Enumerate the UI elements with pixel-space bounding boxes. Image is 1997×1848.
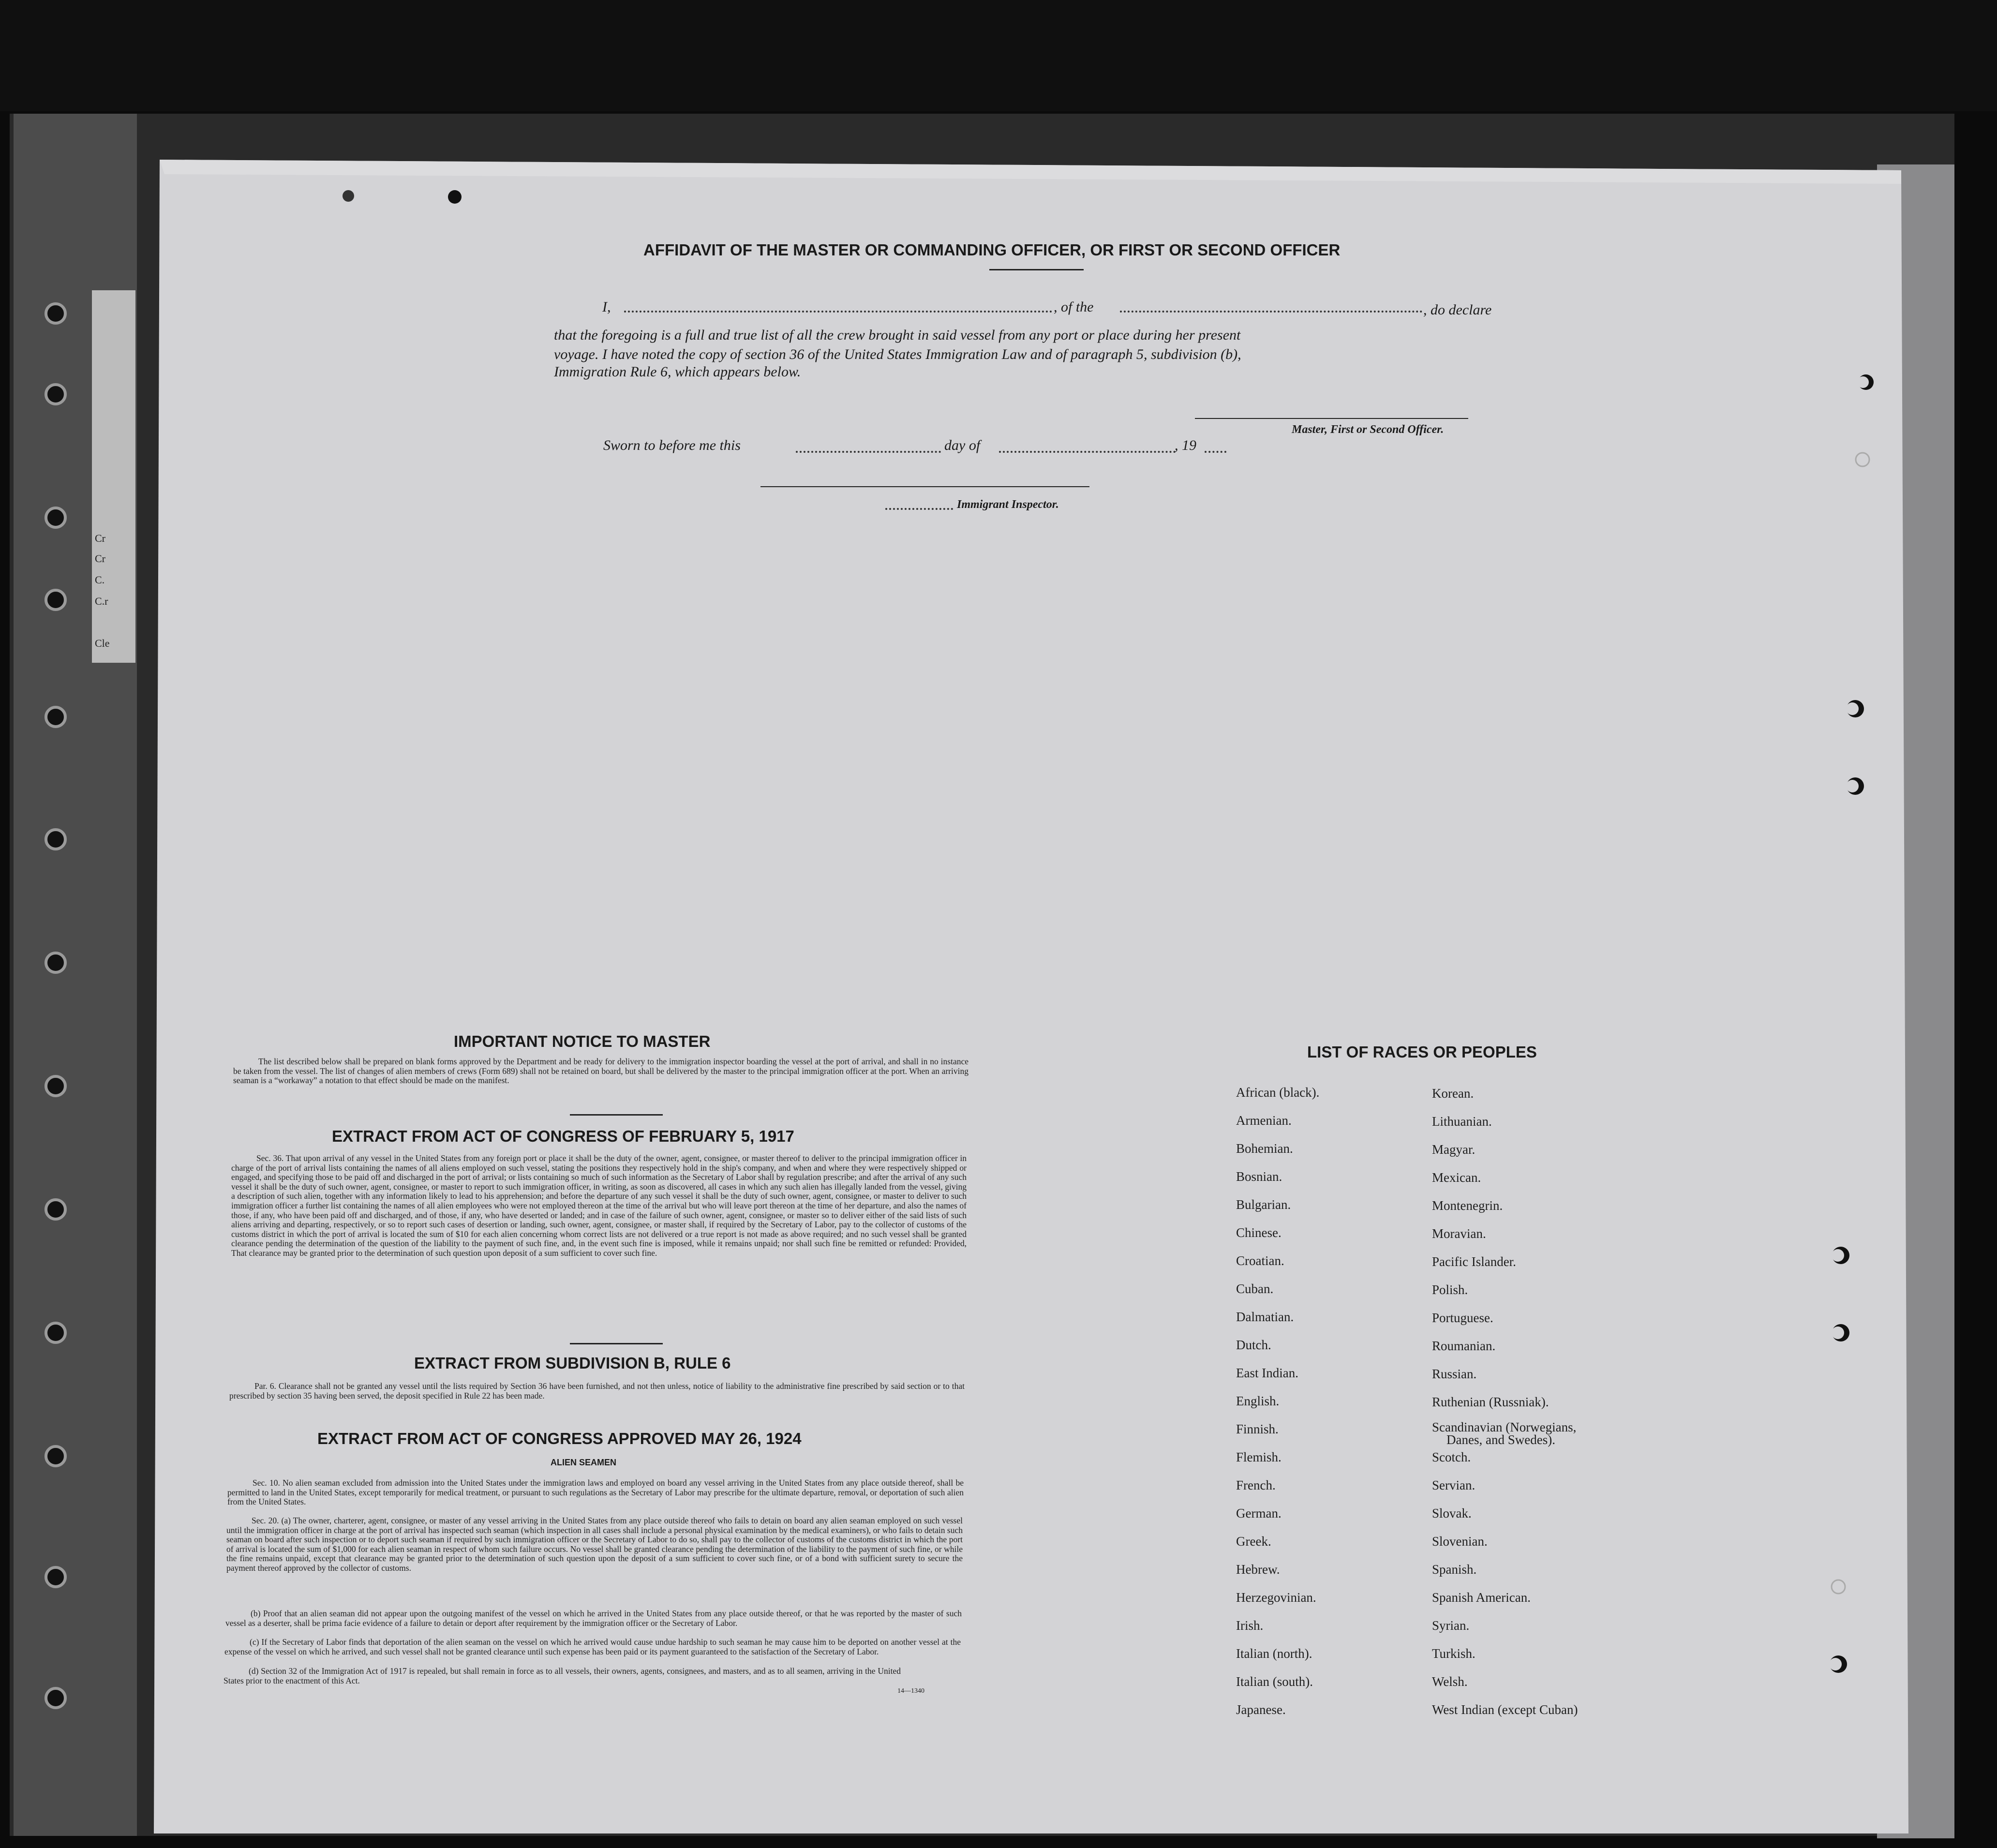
- race-item: Montenegrin.: [1432, 1198, 1503, 1213]
- race-item: Bosnian.: [1236, 1169, 1282, 1184]
- alien-seamen-subtitle: ALIEN SEAMEN: [551, 1458, 617, 1467]
- race-item: English.: [1236, 1394, 1280, 1408]
- act-1917-title: EXTRACT FROM ACT OF CONGRESS OF FEBRUARY 5, 1917: [332, 1127, 794, 1145]
- vessel-blank: [1120, 311, 1422, 313]
- act-1924-title: EXTRACT FROM ACT OF CONGRESS APPROVED MAY 26, 1924: [317, 1430, 802, 1447]
- race-item: Scotch.: [1432, 1450, 1471, 1464]
- race-item: Flemish.: [1236, 1450, 1282, 1464]
- race-item: African (black).: [1236, 1085, 1320, 1100]
- race-item: Dutch.: [1236, 1338, 1271, 1352]
- race-item: Ruthenian (Russniak).: [1432, 1395, 1549, 1409]
- race-item: Spanish American.: [1432, 1590, 1531, 1605]
- rule6-title: EXTRACT FROM SUBDIVISION B, RULE 6: [414, 1354, 731, 1372]
- race-item: Welsh.: [1432, 1674, 1468, 1689]
- notice-title: IMPORTANT NOTICE TO MASTER: [454, 1032, 711, 1050]
- race-item: Chinese.: [1236, 1225, 1282, 1240]
- act-1924-sec10: Sec. 10. No alien seaman excluded from admission into the United States under the immigration laws and employed on board any vessel arriving in the United States from any place outside thereof, shall be permitted to land in the United States, except temporarily for medical treatment, or pursuant to such regulations as the Secretary of Labor may prescribe for the ultimate departure, removal, or deportation of such alien from the United States.: [227, 1478, 964, 1507]
- race-item: Scandinavian (Norwegians,: [1432, 1420, 1577, 1434]
- affidavit-line-4: Immigration Rule 6, which appears below.: [554, 364, 801, 380]
- affidavit-title: AFFIDAVIT OF THE MASTER OR COMMANDING OFFICER, OR FIRST OR SECOND OFFICER: [643, 241, 1341, 259]
- race-item: Bohemian.: [1236, 1141, 1293, 1156]
- race-item: Slovak.: [1432, 1506, 1472, 1520]
- margin-mark: Cr: [95, 552, 105, 565]
- race-item: Slovenian.: [1432, 1534, 1488, 1549]
- race-item: Dalmatian.: [1236, 1310, 1294, 1324]
- race-item: Spanish.: [1432, 1562, 1477, 1577]
- race-item: Roumanian.: [1432, 1339, 1496, 1353]
- race-item: Bulgarian.: [1236, 1197, 1291, 1212]
- race-item: Lithuanian.: [1432, 1114, 1492, 1129]
- race-item: Russian.: [1432, 1367, 1477, 1381]
- race-item: French.: [1236, 1478, 1276, 1492]
- sworn-prefix: Sworn to before me this: [603, 437, 741, 453]
- race-item: Hebrew.: [1236, 1562, 1280, 1577]
- affidavit-line-i: I,: [602, 299, 611, 315]
- act-1924-sec20d: (d) Section 32 of the Immigration Act of 1917 is repealed, but shall remain in force as to all vessels, their owners, agents, consignees, and masters, and as to all seamen, arriving in the United States prior to the enactment of this Act.: [224, 1666, 901, 1685]
- act-1917-body: Sec. 36. That upon arrival of any vessel in the United States from any foreign port or place it shall be the duty of the owner, agent, consignee, or master thereof to deliver to the principal immigration officer in charge of the port of arrival lists containing the names of all aliens employed on such vessel, stating the positions they respectively hold in the ship's company, and when and where they were respectively shipped or engaged, and specifying those to be paid off and discharged in the port of arrival; or lists containing so much of such information as the Secretary of Labor shall by regulation prescribe; and after the arrival of any such vessel it shall be the duty of such owner, agent, consignee, or master to report to such immigration officer, in writing, as soon as discovered, all cases in which any such alien has illegally landed from the vessel, giving a description of such alien, together with any information likely to lead to his apprehension; and before the departure of any such vessel it shall be the duty of such owner, agent, consignee, or master to deliver to such immigration officer a further list containing the names of all alien employees who were not employed thereon at the time of the arrival but who will leave port thereon at the time of her departure, and also the names of those, if any, who have been paid off and discharged, and of those, if any, who have deserted or landed; and in case of the failure of such owner, agent, consignee, or master so to deliver either of the said lists of such aliens arriving and departing, respectively, or so to report such cases of desertion or landing, such owner, agent, consignee, or master shall, if required by the Secretary of Labor, pay to the collector of customs of the customs district in which the port of arrival is located the sum of $10 for each alien concerning whom correct lists are not delivered or a true report is not made as above required; and no such vessel shall be granted clearance pending the determination of the question of the liability to the payment of such fine, and, in the event such fine is imposed, while it remains unpaid; nor shall such fine be remitted or refunded: Provided, That clearance may be granted prior to the determination of such question upon deposit of a sum sufficient to cover such fine.: [231, 1153, 967, 1258]
- race-item: Pacific Islander.: [1432, 1254, 1516, 1269]
- race-item: Herzegovinian.: [1236, 1590, 1316, 1605]
- inspector-signature-line: [760, 486, 1089, 487]
- margin-mark: Cle: [95, 637, 110, 649]
- margin-mark: C.r: [95, 595, 108, 607]
- form-code: 14—1340: [897, 1687, 924, 1695]
- margin-mark: Cr: [95, 532, 105, 544]
- races-title: LIST OF RACES OR PEOPLES: [1307, 1043, 1537, 1061]
- race-item: Italian (south).: [1236, 1674, 1313, 1689]
- act-1924-sec20b: (b) Proof that an alien seaman did not appear upon the outgoing manifest of the vessel on which he arrived in the United States from any place outside thereof, or that he was reported by the master of such vessel as a deserter, shall be prima facie evidence of a failure to detain or deport after requirement by the immigration officer or the Secretary of Labor.: [225, 1609, 962, 1628]
- notice-body: The list described below shall be prepared on blank forms approved by the Department and be ready for delivery to the immigration inspector boarding the vessel at the port of arrival, and shall in no instance be taken from the vessel. The list of changes of alien members of crews (Form 689) shall not be retained on board, but shall be delivered by the master to the principal immigration officer at the port. When an arriving seaman is a “workaway” a notation to that effect should be made on the manifest.: [233, 1057, 969, 1086]
- race-item: Moravian.: [1432, 1226, 1486, 1241]
- sworn-year-blank: [1205, 451, 1226, 453]
- act-1924-sec20c: (c) If the Secretary of Labor finds that deportation of the alien seaman on the vessel on which he arrived would cause undue hardship to such seaman he may cause him to be deported on another vessel at the expense of the vessel on which he arrived, and such vessel shall not be granted clearance until such expense has been paid or its payment guaranteed to the satisfaction of the Secretary of Labor.: [224, 1637, 961, 1656]
- name-blank: [624, 311, 1052, 313]
- race-item: Japanese.: [1236, 1702, 1286, 1717]
- race-item: Servian.: [1432, 1478, 1475, 1492]
- race-item: Armenian.: [1236, 1113, 1292, 1128]
- race-item: West Indian (except Cuban): [1432, 1702, 1578, 1717]
- race-item: Syrian.: [1432, 1618, 1470, 1633]
- margin-mark: C.: [95, 574, 105, 586]
- master-signature-line: [1195, 418, 1468, 419]
- affidavit-line-3: voyage. I have noted the copy of section 36 of the United States Immigration Law and of paragraph 5, subdivision (b),: [554, 346, 1241, 362]
- sworn-year: , 19: [1175, 437, 1196, 453]
- sworn-month-blank: [999, 451, 1176, 453]
- affidavit-of-the: , of the: [1054, 299, 1094, 315]
- race-item: Portuguese.: [1432, 1311, 1493, 1325]
- master-signature-label: Master, First or Second Officer.: [1292, 423, 1444, 436]
- section-rule: [570, 1343, 663, 1344]
- inspector-label: Immigrant Inspector.: [957, 498, 1059, 511]
- race-item: East Indian.: [1236, 1366, 1298, 1380]
- race-item-continuation: Danes, and Swedes).: [1446, 1432, 1555, 1447]
- race-item: Italian (north).: [1236, 1646, 1312, 1661]
- race-item: German.: [1236, 1506, 1282, 1520]
- inspector-blank: [885, 508, 953, 510]
- race-item: Greek.: [1236, 1534, 1271, 1549]
- affidavit-line-2: that the foregoing is a full and true list of all the crew brought in said vessel from any port or place during her present: [554, 327, 1241, 343]
- race-item: Turkish.: [1432, 1646, 1475, 1661]
- race-item: Mexican.: [1432, 1170, 1481, 1185]
- race-item: Finnish.: [1236, 1422, 1279, 1436]
- race-item: Magyar.: [1432, 1142, 1475, 1157]
- affidavit-declare: , do declare: [1423, 302, 1492, 318]
- section-rule: [570, 1114, 663, 1116]
- title-rule: [989, 269, 1084, 270]
- sworn-day: day of: [944, 437, 981, 453]
- act-1924-sec20a: Sec. 20. (a) The owner, charterer, agent, consignee, or master of any vessel arriving in the United States from any place outside thereof who fails to detain on board any alien seaman employed on such vessel until the immigration officer in charge at the port of arrival has inspected such seaman (which inspection in all cases shall include a personal physical examination by the medical examiners), or who fails to detain such seaman on board after such inspection or to deport such seaman if required by such immigration officer or the Secretary of Labor to do so, shall pay to the collector of customs of the customs district in which the port of arrival is located the sum of $1,000 for each alien seaman in respect of whom such failure occurs. No vessel shall be granted clearance pending the determination of the liability to the payment of such fine, or while the fine remains unpaid, except that clearance may be granted prior to the determination of such question upon the deposit of a sum sufficient to cover such fine, or of a bond with sufficient surety to secure the payment thereof approved by the collector of customs.: [226, 1516, 963, 1573]
- race-item: Croatian.: [1236, 1253, 1284, 1268]
- rule6-body: Par. 6. Clearance shall not be granted any vessel until the lists required by Section 36 have been furnished, and not then unless, notice of liability to the administrative fine prescribed by said section or to that prescribed by section 35 having been served, the deposit specified in Rule 22 has been made.: [229, 1381, 965, 1401]
- sworn-day-blank: [796, 451, 941, 453]
- race-item: Korean.: [1432, 1086, 1474, 1101]
- race-item: Irish.: [1236, 1618, 1264, 1633]
- race-item: Cuban.: [1236, 1282, 1274, 1296]
- race-item: Polish.: [1432, 1282, 1468, 1297]
